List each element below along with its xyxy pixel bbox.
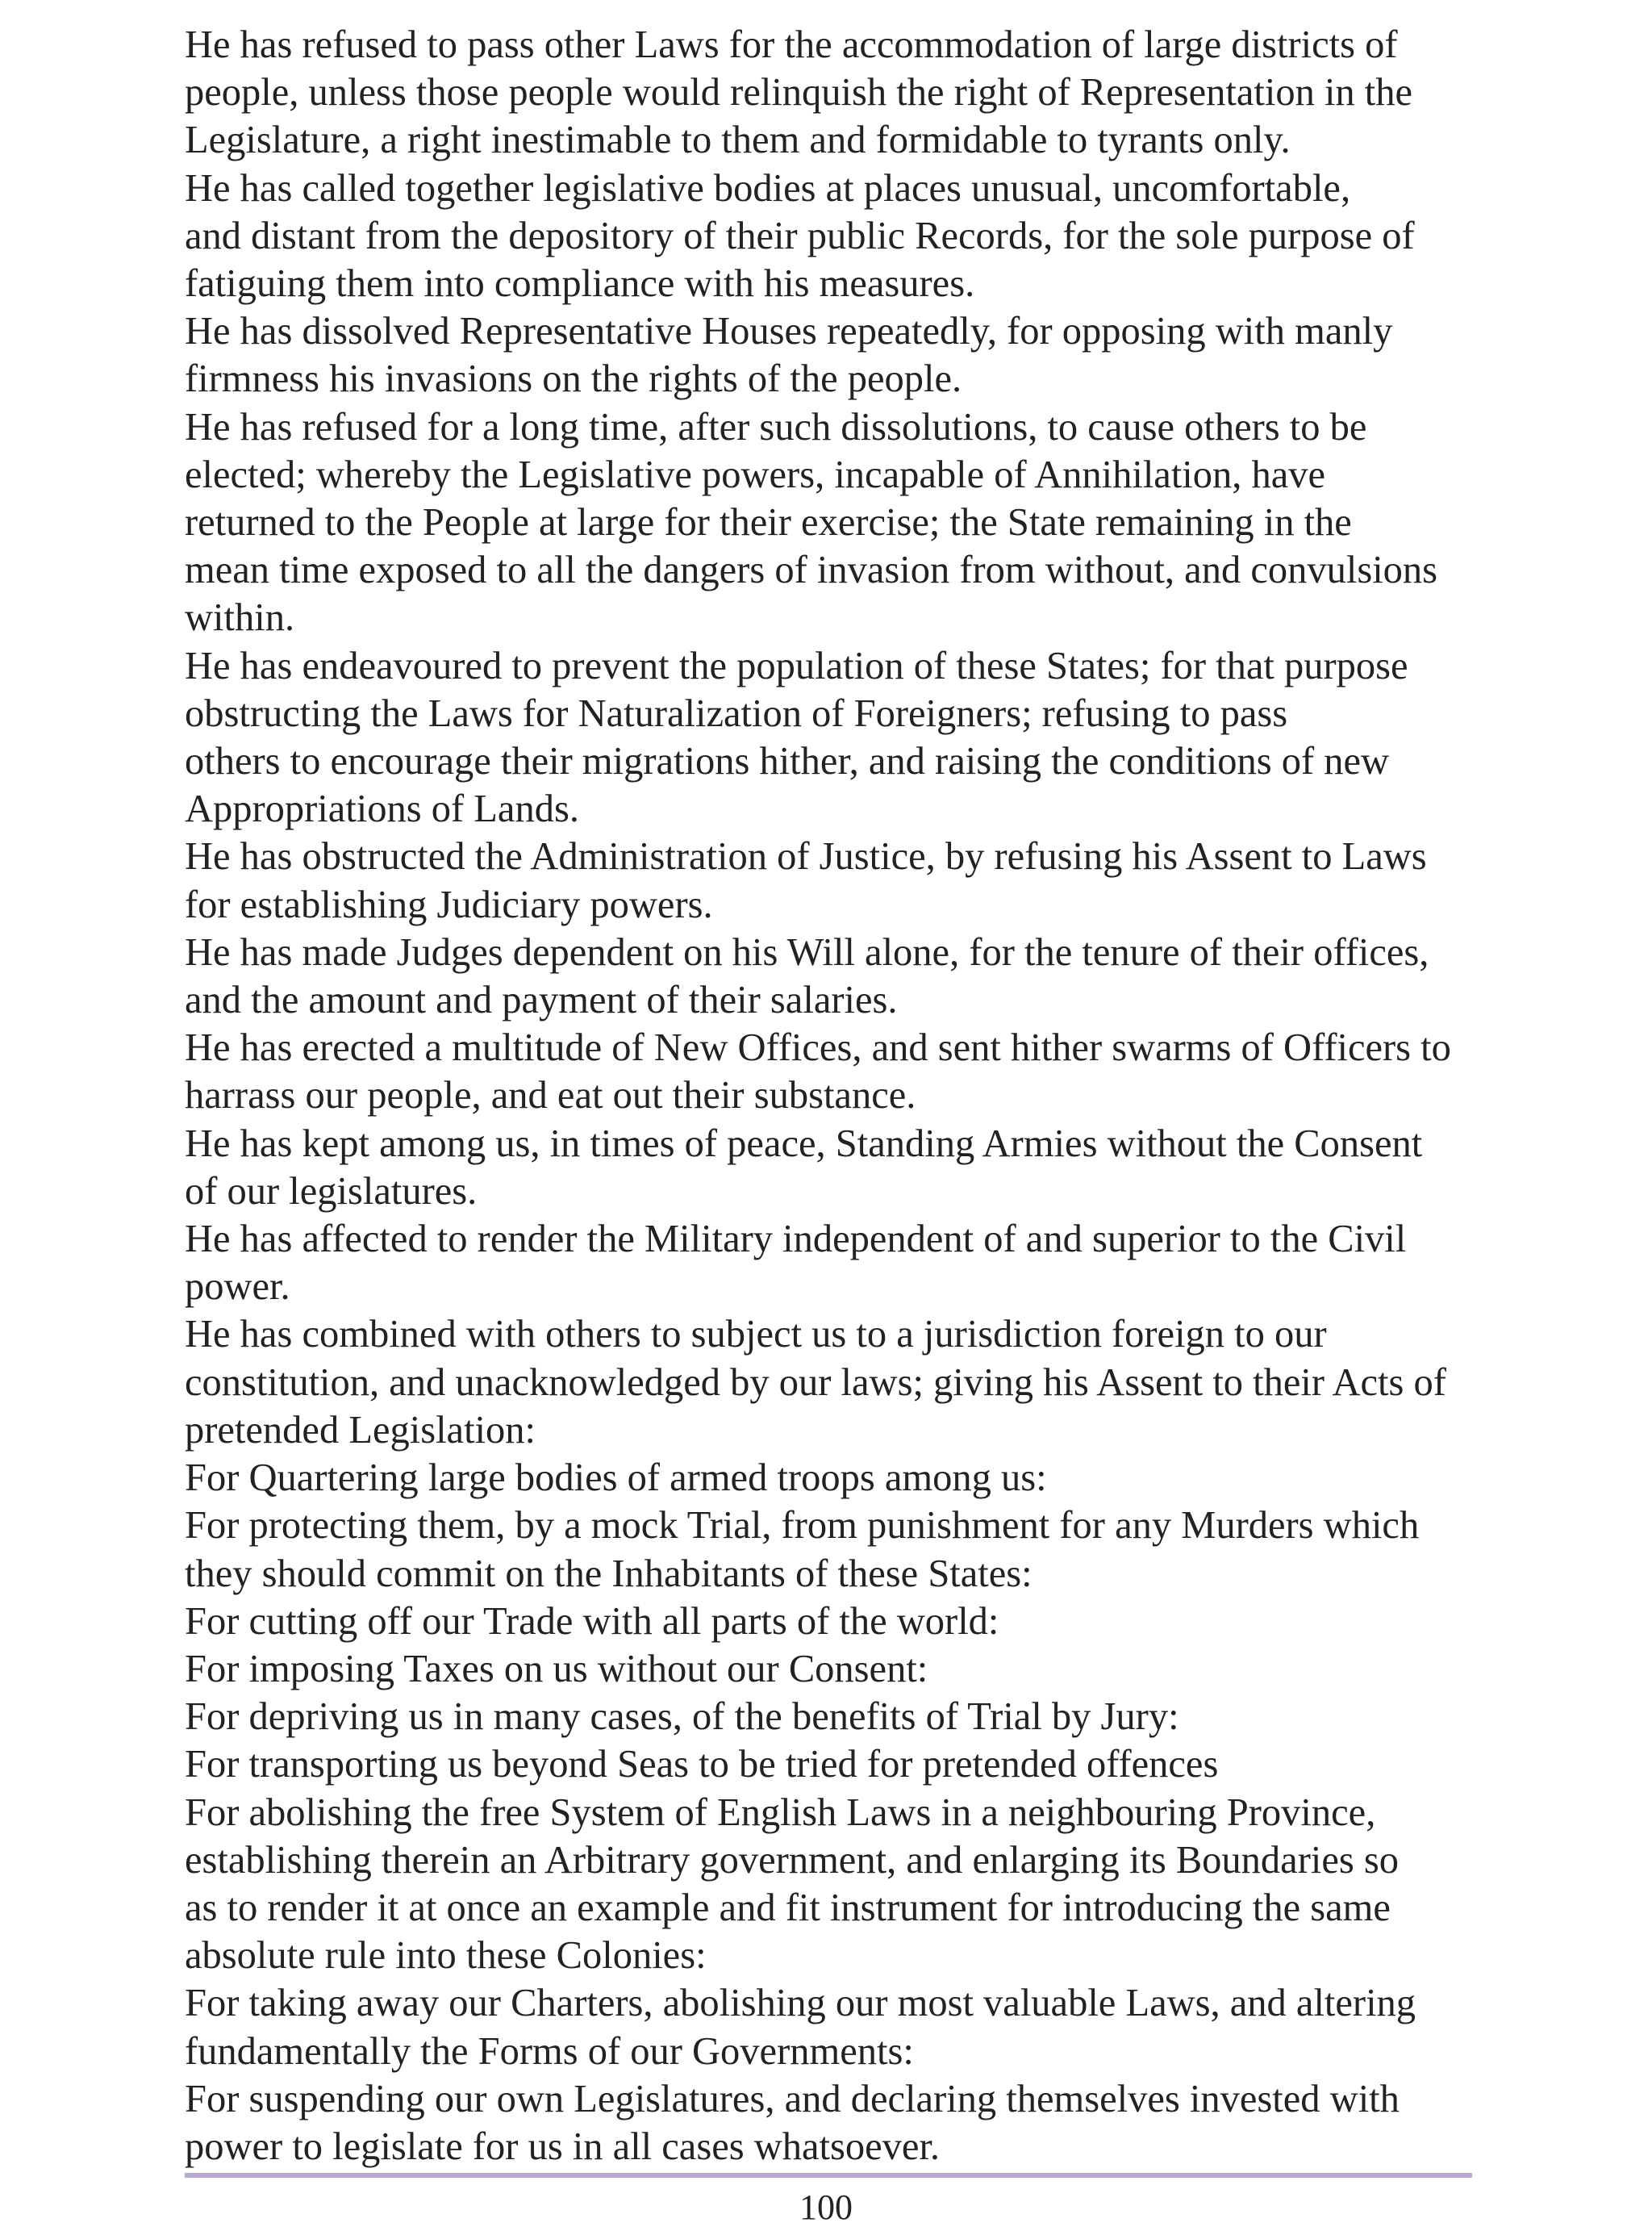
text-line: people, unless those people would relinquish the right of Representation in the: [185, 71, 1413, 115]
document-text: [185, 21, 1475, 2170]
text-line: absolute rule into these Colonies:: [185, 1934, 707, 1978]
text-line: He has dissolved Representative Houses repeatedly, for opposing with manly: [185, 310, 1393, 353]
page-body: [185, 21, 1475, 2170]
text-line: mean time exposed to all the dangers of invasion from without, and convulsions: [185, 549, 1438, 592]
text-line: For depriving us in many cases, of the benefits of Trial by Jury:: [185, 1695, 1179, 1739]
text-line: Appropriations of Lands.: [185, 788, 579, 831]
text-line: power.: [185, 1265, 290, 1309]
text-line: firmness his invasions on the rights of the people.: [185, 357, 962, 401]
text-line: He has erected a multitude of New Offices, and sent hither swarms of Officers to: [185, 1026, 1451, 1070]
text-line: others to encourage their migrations hither, and raising the conditions of new: [185, 740, 1390, 783]
text-line: He has refused for a long time, after such dissolutions, to cause others to be: [185, 405, 1367, 449]
text-line: as to render it at once an example and fit instrument for introducing the same: [185, 1886, 1391, 1929]
text-line: For suspending our own Legislatures, and declaring themselves invested with: [185, 2077, 1400, 2120]
text-line: elected; whereby the Legislative powers, incapable of Annihilation, have: [185, 453, 1326, 496]
text-line: He has obstructed the Administration of Justice, by refusing his Assent to Laws: [185, 835, 1427, 879]
text-line: For transporting us beyond Seas to be tried for pretended offences: [185, 1743, 1219, 1786]
text-line: and the amount and payment of their salaries.: [185, 979, 898, 1022]
text-line: He has kept among us, in times of peace, Standing Armies without the Consent: [185, 1122, 1423, 1165]
text-line: He has made Judges dependent on his Will alone, for the tenure of their offices,: [185, 930, 1429, 974]
text-line: For protecting them, by a mock Trial, from punishment for any Murders which: [185, 1504, 1420, 1548]
text-line: for establishing Judiciary powers.: [185, 883, 713, 926]
text-line: He has called together legislative bodies at places unusual, uncomfortable,: [185, 166, 1351, 210]
text-line: He has refused to pass other Laws for the accommodation of large districts of: [185, 23, 1398, 66]
text-line: within.: [185, 596, 295, 640]
text-line: fundamentally the Forms of our Governments:: [185, 2029, 914, 2073]
text-line: He has endeavoured to prevent the population of these States; for that purpose: [185, 644, 1408, 687]
text-line: harrass our people, and eat out their substance.: [185, 1074, 916, 1118]
text-line: power to legislate for us in all cases whatsoever.: [185, 2124, 941, 2168]
text-line: establishing therein an Arbitrary government, and enlarging its Boundaries so: [185, 1838, 1399, 1882]
text-line: of our legislatures.: [185, 1169, 478, 1213]
text-line: they should commit on the Inhabitants of these States:: [185, 1552, 1032, 1595]
footer-rule: [185, 2173, 1472, 2178]
text-line: fatiguing them into compliance with his measures.: [185, 262, 975, 306]
text-line: For cutting off our Trade with all parts of the world:: [185, 1599, 999, 1643]
text-line: For abolishing the free System of English Laws in a neighbouring Province,: [185, 1790, 1376, 1834]
text-line: obstructing the Laws for Naturalization of Foreigners; refusing to pass: [185, 691, 1288, 735]
text-line: He has affected to render the Military independent of and superior to the Civil: [185, 1218, 1407, 1261]
text-line: Legislature, a right inestimable to them and formidable to tyrants only.: [185, 119, 1291, 162]
text-line: He has combined with others to subject us to a jurisdiction foreign to our: [185, 1313, 1327, 1356]
text-line: pretended Legislation:: [185, 1408, 536, 1452]
text-line: returned to the People at large for their exercise; the State remaining in the: [185, 501, 1352, 545]
text-line: For imposing Taxes on us without our Consent:: [185, 1647, 928, 1690]
page-number: 100: [799, 2187, 853, 2227]
text-line: For taking away our Charters, abolishing our most valuable Laws, and altering: [185, 1982, 1416, 2025]
text-line: and distant from the depository of their public Records, for the sole purpose of: [185, 214, 1415, 257]
text-line: constitution, and unacknowledged by our laws; giving his Assent to their Acts of: [185, 1360, 1446, 1404]
text-line: For Quartering large bodies of armed troops among us:: [185, 1456, 1047, 1500]
